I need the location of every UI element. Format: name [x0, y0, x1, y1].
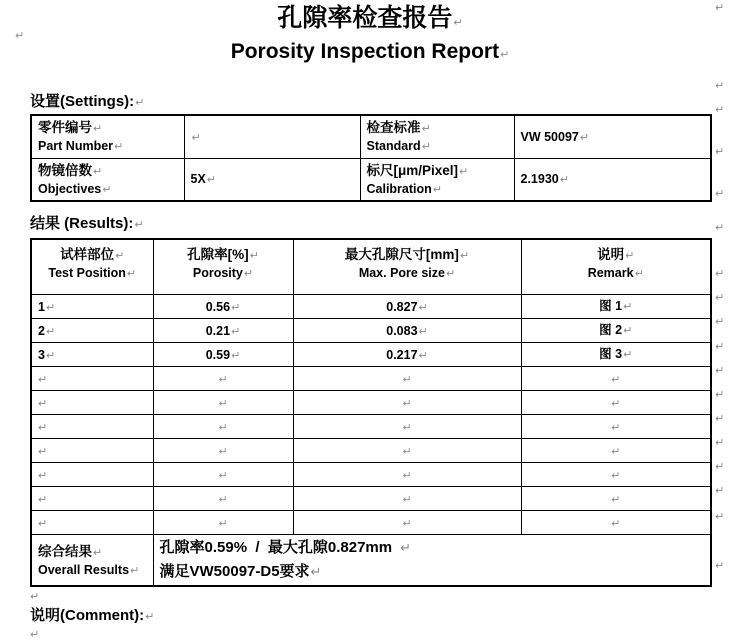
label-en: Standard [366, 139, 421, 154]
cell-value: 0.59 [205, 347, 231, 362]
settings-calibration-label [360, 158, 514, 201]
paragraph-mark-icon: ↵ [623, 300, 633, 313]
cell-value: 0.217 [386, 347, 418, 362]
paragraph-mark-icon: ↵ [623, 348, 633, 361]
paragraph-mark-icon: ↵ [206, 173, 217, 187]
cell-value: 图 1 [599, 299, 623, 313]
paragraph-mark-icon: ↵ [218, 444, 228, 458]
paragraph-mark-icon: ↵ [715, 267, 725, 280]
paragraph-mark-icon: ↵ [715, 340, 725, 353]
paragraph-mark-icon: ↵ [432, 182, 443, 196]
paragraph-mark-icon: ↵ [611, 396, 621, 410]
results-section-label [30, 214, 710, 234]
paragraph-mark-icon: ↵ [715, 436, 725, 449]
paragraph-mark-icon: ↵ [130, 563, 140, 577]
empty-row [31, 487, 711, 511]
empty-row [31, 439, 711, 463]
label-en: Overall Results [38, 562, 130, 577]
settings-table [30, 114, 712, 202]
paragraph-mark-icon: ↵ [715, 291, 725, 304]
paragraph-mark-icon: ↵ [126, 267, 137, 280]
paragraph-mark-icon: ↵ [38, 468, 48, 482]
cell-value: 0.827 [386, 299, 418, 314]
header-remark [521, 239, 711, 295]
paragraph-mark-icon: ↵ [579, 130, 590, 144]
cell-value: VW 50097 [520, 129, 579, 144]
paragraph-mark-icon: ↵ [715, 187, 725, 200]
empty-cell [293, 415, 521, 439]
paragraph-mark-icon: ↵ [634, 267, 644, 280]
cell-value: 图 3 [599, 347, 623, 361]
header-zh: 试样部位 [60, 247, 115, 262]
paragraph-mark-icon: ↵ [102, 182, 112, 196]
header-max-pore-size [293, 239, 521, 295]
settings-standard-label [360, 115, 514, 158]
paragraph-mark-icon: ↵ [218, 492, 228, 506]
report-title-en [30, 38, 710, 68]
empty-cell [521, 391, 711, 415]
paragraph-mark-icon: ↵ [715, 460, 725, 473]
label-en: Calibration [366, 181, 432, 196]
label-zh: 物镜倍数 [38, 162, 92, 178]
paragraph-mark-icon: ↵ [453, 16, 463, 29]
label-zh: 零件编号 [38, 120, 92, 136]
empty-cell [521, 463, 711, 487]
empty-row [31, 511, 711, 535]
paragraph-mark-icon: ↵ [93, 122, 103, 136]
empty-cell [153, 487, 293, 511]
empty-cell [31, 367, 153, 391]
paragraph-mark-icon: ↵ [418, 324, 428, 338]
settings-part-number-value [184, 115, 360, 158]
report-title-zh [30, 0, 710, 38]
cell-pore-size [293, 343, 521, 367]
cell-position [31, 343, 153, 367]
paragraph-mark-icon: ↵ [135, 96, 145, 109]
paragraph-mark-icon: ↵ [559, 173, 569, 187]
empty-row [31, 367, 711, 391]
paragraph-mark-icon: ↵ [231, 300, 241, 314]
paragraph-mark-icon: ↵ [500, 48, 510, 61]
header-zh: 最大孔隙尺寸[mm] [344, 247, 459, 262]
paragraph-mark-icon: ↵ [445, 267, 456, 280]
paragraph-mark-icon: ↵ [310, 565, 322, 580]
cell-value: 0.083 [386, 323, 418, 338]
cell-value: 1 [38, 299, 45, 314]
paragraph-mark-icon: ↵ [402, 444, 412, 458]
cell-value: 3 [38, 347, 45, 362]
cell-remark [521, 295, 711, 319]
cell-value: 2.1930 [520, 172, 559, 187]
paragraph-mark-icon: ↵ [38, 516, 48, 530]
empty-row [31, 415, 711, 439]
empty-cell [31, 511, 153, 535]
empty-cell [153, 511, 293, 535]
paragraph-mark-icon: ↵ [611, 468, 621, 482]
result-row-2 [31, 319, 711, 343]
settings-section-label-text: 设置(Settings): [30, 93, 135, 110]
empty-cell [293, 463, 521, 487]
paragraph-mark-icon: ↵ [191, 130, 201, 144]
empty-cell [521, 511, 711, 535]
paragraph-mark-icon: ↵ [421, 140, 431, 154]
paragraph-mark-icon: ↵ [402, 516, 412, 530]
paragraph-mark-icon: ↵ [611, 492, 621, 506]
paragraph-mark-icon: ↵ [38, 396, 48, 410]
overall-line-1: 孔隙率0.59% / 最大孔隙0.827mm [159, 539, 393, 556]
paragraph-mark-icon: ↵ [421, 122, 431, 136]
paragraph-mark-icon: ↵ [715, 364, 725, 377]
paragraph-mark-icon: ↵ [611, 372, 621, 386]
comment-section-label-text: 说明(Comment): [30, 607, 145, 624]
paragraph-mark-icon: ↵ [625, 249, 635, 262]
settings-row-1 [31, 115, 711, 158]
empty-cell [31, 439, 153, 463]
empty-cell [153, 391, 293, 415]
paragraph-mark-icon: ↵ [715, 484, 725, 497]
paragraph-mark-icon: ↵ [402, 396, 412, 410]
cell-remark [521, 343, 711, 367]
settings-part-number-label [31, 115, 184, 158]
empty-cell [153, 463, 293, 487]
paragraph-mark-icon: ↵ [218, 420, 228, 434]
cell-pore-size [293, 319, 521, 343]
empty-cell [153, 367, 293, 391]
paragraph-mark-icon: ↵ [231, 324, 241, 338]
paragraph-mark-icon: ↵ [402, 372, 412, 386]
paragraph-mark-icon: ↵ [218, 372, 228, 386]
paragraph-mark-icon: ↵ [402, 492, 412, 506]
paragraph-mark-icon: ↵ [115, 249, 125, 262]
paragraph-mark-icon: ↵ [402, 420, 412, 434]
empty-cell [293, 367, 521, 391]
cell-value: 0.21 [205, 323, 231, 338]
paragraph-mark-icon: ↵ [611, 444, 621, 458]
empty-cell [31, 415, 153, 439]
empty-cell [293, 439, 521, 463]
results-section-label-text: 结果 (Results): [30, 215, 134, 232]
paragraph-mark-icon: ↵ [715, 103, 725, 116]
header-test-position [31, 239, 153, 295]
empty-cell [153, 415, 293, 439]
paragraph-mark-icon: ↵ [715, 79, 725, 92]
empty-cell [521, 415, 711, 439]
result-row-1 [31, 295, 711, 319]
settings-objectives-value [184, 158, 360, 201]
empty-paragraph [30, 589, 710, 604]
paragraph-mark-icon: ↵ [715, 510, 725, 523]
overall-results-row [31, 535, 711, 587]
empty-cell [293, 511, 521, 535]
paragraph-mark-icon: ↵ [418, 348, 428, 362]
paragraph-mark-icon: ↵ [402, 468, 412, 482]
cell-porosity [153, 319, 293, 343]
empty-cell [31, 463, 153, 487]
paragraph-mark-icon: ↵ [715, 315, 725, 328]
paragraph-mark-icon: ↵ [459, 164, 469, 178]
header-en: Test Position [48, 266, 126, 280]
empty-cell [521, 487, 711, 511]
overall-results-label [31, 535, 153, 587]
empty-cell [521, 367, 711, 391]
overall-line-2: 满足VW50097-D5要求 [159, 563, 310, 580]
empty-row [31, 463, 711, 487]
paragraph-mark-icon: ↵ [145, 610, 155, 623]
cell-position [31, 319, 153, 343]
paragraph-mark-icon: ↵ [715, 559, 725, 572]
paragraph-mark-icon: ↵ [611, 516, 621, 530]
empty-cell [521, 439, 711, 463]
paragraph-mark-icon: ↵ [38, 492, 48, 506]
label-zh: 综合结果 [38, 543, 92, 559]
paragraph-mark-icon: ↵ [15, 29, 25, 42]
document-content [30, 0, 710, 641]
report-title-zh-text: 孔隙率检查报告 [277, 3, 453, 32]
paragraph-mark-icon: ↵ [418, 300, 428, 314]
label-en: Objectives [38, 181, 102, 196]
header-porosity [153, 239, 293, 295]
settings-objectives-label [31, 158, 184, 201]
results-header-row [31, 239, 711, 295]
empty-row [31, 391, 711, 415]
header-en: Max. Pore size [358, 266, 445, 280]
settings-standard-value [514, 115, 711, 158]
paragraph-mark-icon: ↵ [218, 468, 228, 482]
empty-cell [293, 487, 521, 511]
header-en: Porosity [192, 266, 243, 280]
label-zh: 标尺[μm/Pixel] [366, 162, 459, 178]
paragraph-mark-icon: ↵ [93, 545, 103, 559]
cell-value: 0.56 [205, 299, 231, 314]
empty-cell [31, 391, 153, 415]
paragraph-mark-icon: ↵ [30, 628, 40, 641]
paragraph-mark-icon: ↵ [45, 324, 56, 338]
paragraph-mark-icon: ↵ [715, 145, 725, 158]
paragraph-mark-icon: ↵ [30, 590, 40, 603]
paragraph-mark-icon: ↵ [231, 348, 241, 362]
paragraph-mark-icon: ↵ [623, 324, 633, 337]
paragraph-mark-icon: ↵ [715, 388, 725, 401]
cell-value: 图 2 [599, 323, 623, 337]
cell-position [31, 295, 153, 319]
overall-results-value [153, 535, 711, 587]
empty-cell [293, 391, 521, 415]
paragraph-mark-icon: ↵ [459, 249, 470, 262]
label-en: Part Number [38, 139, 114, 154]
paragraph-mark-icon: ↵ [93, 164, 103, 178]
cell-pore-size [293, 295, 521, 319]
comment-section-label [30, 606, 710, 626]
settings-row-2 [31, 158, 711, 201]
label-zh: 检查标准 [366, 120, 421, 136]
paragraph-mark-icon: ↵ [45, 348, 56, 362]
paragraph-mark-icon: ↵ [249, 249, 259, 262]
cell-porosity [153, 295, 293, 319]
results-table [30, 238, 712, 587]
report-title-en-text: Porosity Inspection Report [230, 40, 500, 63]
paragraph-mark-icon: ↵ [715, 221, 725, 234]
paragraph-mark-icon: ↵ [134, 218, 144, 231]
cell-remark [521, 319, 711, 343]
empty-cell [31, 487, 153, 511]
paragraph-mark-icon: ↵ [611, 420, 621, 434]
paragraph-mark-icon: ↵ [400, 541, 411, 556]
paragraph-mark-icon: ↵ [45, 300, 56, 314]
cell-porosity [153, 343, 293, 367]
header-en: Remark [587, 266, 634, 280]
paragraph-mark-icon: ↵ [114, 140, 124, 154]
cell-value: 2 [38, 323, 45, 338]
header-zh: 孔隙率[%] [187, 247, 249, 262]
paragraph-mark-icon: ↵ [218, 396, 228, 410]
header-zh: 说明 [597, 247, 625, 262]
settings-calibration-value [514, 158, 711, 201]
paragraph-mark-icon: ↵ [38, 420, 48, 434]
empty-paragraph [30, 628, 710, 641]
settings-section-label [30, 92, 710, 112]
result-row-3 [31, 343, 711, 367]
empty-cell [153, 439, 293, 463]
paragraph-mark-icon: ↵ [715, 412, 725, 425]
paragraph-mark-icon: ↵ [38, 372, 48, 386]
paragraph-mark-icon: ↵ [715, 1, 725, 14]
paragraph-mark-icon: ↵ [38, 444, 48, 458]
paragraph-mark-icon: ↵ [218, 516, 228, 530]
paragraph-mark-icon: ↵ [243, 267, 254, 280]
cell-value: 5X [190, 172, 206, 187]
